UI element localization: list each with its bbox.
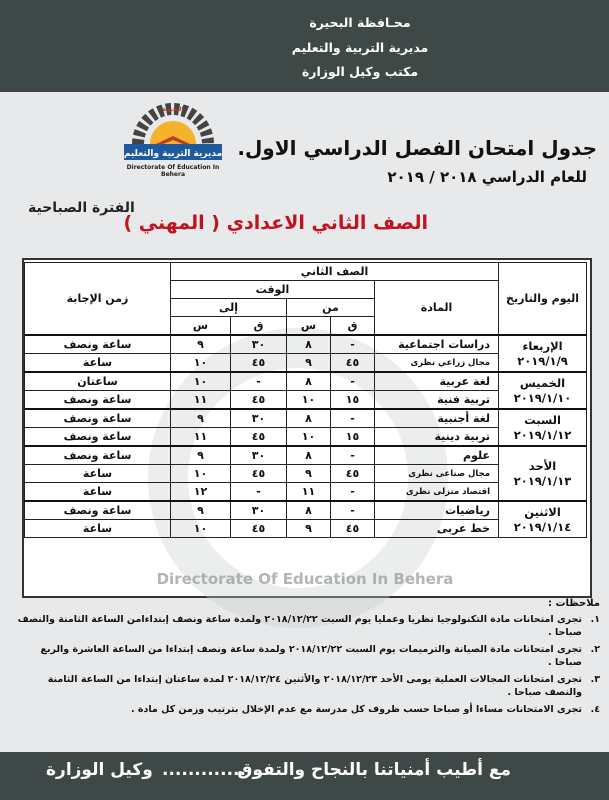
to-hour-cell: ٩	[171, 409, 231, 428]
to-minute-cell: ٣٠	[231, 501, 287, 520]
to-hour-cell: ١٢	[171, 483, 231, 502]
duration-cell: ساعتان	[25, 372, 171, 391]
table-row	[25, 446, 587, 465]
to-hour-cell: ٩	[171, 335, 231, 354]
from-minute-cell: -	[331, 372, 375, 391]
governorate-label: محـافظة البحيرة	[309, 15, 411, 30]
page-title: جدول امتحان الفصل الدراسي الاول.	[237, 136, 597, 160]
day-date: ٢٠١٩/١/١٤	[513, 519, 572, 534]
duration-cell: ساعة	[25, 354, 171, 373]
to-hour-cell: ٩	[171, 446, 231, 465]
from-hour-cell: ٩	[287, 465, 331, 483]
directorate-logo	[118, 100, 228, 162]
table-row	[25, 501, 587, 520]
to-hour-cell: ١٠	[171, 354, 231, 373]
note-number: ٢.	[590, 644, 600, 655]
subject-cell: مجال زراعي نظرى	[375, 354, 499, 373]
day-name: الإربعاء	[522, 338, 563, 353]
day-cell	[499, 501, 587, 538]
from-hour-cell: ١٠	[287, 391, 331, 410]
day-name: الخميس	[519, 375, 566, 390]
logo-arabic-text: مديرية التربية والتعليم	[123, 149, 223, 159]
subject-cell: علوم	[375, 446, 499, 465]
from-minute-cell: -	[331, 501, 375, 520]
logo-english-text: Directorate Of Education In Behera	[126, 164, 220, 178]
subject-cell: دراسات اجتماعية	[375, 335, 499, 354]
from-hour-cell: ١٠	[287, 428, 331, 447]
from-minute-cell: ١٥	[331, 428, 375, 447]
logo-top-label: البحيرة	[162, 106, 184, 113]
subject-cell: تربية فنية	[375, 391, 499, 410]
to-minute-cell: -	[231, 483, 287, 502]
to-hour-cell: ٩	[171, 501, 231, 520]
note-item	[12, 643, 600, 669]
footer-wish: مع أطيب أمنياتنا بالنجاح والتفوق	[237, 760, 511, 780]
to-minute-cell: ٤٥	[231, 391, 287, 410]
to-hour-cell: ١١	[171, 428, 231, 447]
day-date: ٢٠١٩/١/١٠	[513, 390, 572, 405]
subject-cell: لغة أجنبية	[375, 409, 499, 428]
header-duration: زمن الإجابة	[25, 263, 171, 336]
academic-year: للعام الدراسي ٢٠١٨ / ٢٠١٩	[387, 168, 587, 186]
from-hour-cell: ٨	[287, 409, 331, 428]
note-number: ٤.	[590, 704, 600, 715]
to-minute-cell: ٤٥	[231, 354, 287, 373]
to-hour-cell: ١٠	[171, 372, 231, 391]
from-minute-cell: -	[331, 335, 375, 354]
header-to-minute: ق	[231, 317, 287, 336]
header-time: الوقت	[171, 281, 375, 299]
to-hour-cell: ١١	[171, 391, 231, 410]
duration-cell: ساعة ونصف	[25, 428, 171, 447]
table-row	[25, 409, 587, 428]
duration-cell: ساعة	[25, 483, 171, 502]
duration-cell: ساعة ونصف	[25, 409, 171, 428]
note-number: ١.	[590, 614, 600, 625]
day-date: ٢٠١٩/١/٩	[517, 353, 568, 368]
from-hour-cell: ٨	[287, 446, 331, 465]
from-hour-cell: ٨	[287, 335, 331, 354]
session-period: الفترة الصباحية	[28, 200, 135, 216]
watermark-text: Directorate Of Education In Behera	[156, 570, 454, 588]
header-grade-span: الصف الثاني	[171, 263, 499, 281]
header-to-hour: س	[171, 317, 231, 336]
note-item	[12, 673, 600, 699]
note-text: تجرى امتحانات مادة التكنولوجيا نظريا وعمليا يوم السبت ٢٠١٨/١٢/٢٢ ولمدة ساعة ونصف إبتداءامن الساعة الثامنة والنصف صباحا .	[17, 614, 582, 638]
duration-cell: ساعة	[25, 520, 171, 538]
from-minute-cell: ٤٥	[331, 465, 375, 483]
footer-signature: وكيل الوزارة	[46, 760, 153, 780]
from-hour-cell: ١١	[287, 483, 331, 502]
directorate-label: مديرية التربية والتعليم	[291, 40, 429, 55]
note-text: تجرى امتحانات المجالات العملية يومى الأحد ٢٠١٨/١٢/٢٣ والأثنين ٢٠١٨/١٢/٢٤ لمدة ساعتان إبتداءا من الساعة الثامنة والنصف صباحا .	[47, 674, 582, 698]
header-from-hour: س	[287, 317, 331, 336]
subject-cell: رياضيات	[375, 501, 499, 520]
subject-cell: خط عربى	[375, 520, 499, 538]
duration-cell: ساعة ونصف	[25, 446, 171, 465]
subject-cell: مجال صناعى نظرى	[375, 465, 499, 483]
from-minute-cell: ٤٥	[331, 520, 375, 538]
from-minute-cell: -	[331, 483, 375, 502]
to-minute-cell: ٤٥	[231, 520, 287, 538]
header-day-date: اليوم والتاريخ	[499, 263, 587, 336]
note-text: تجرى امتحانات مادة الصيانة والترميمات يوم السبت ٢٠١٨/١٢/٢٢ ولمدة ساعة ونصف إبتداءا من الساعة العاشرة والربع صباحا .	[40, 644, 582, 668]
day-cell	[499, 335, 587, 372]
to-minute-cell: -	[231, 372, 287, 391]
to-minute-cell: ٤٥	[231, 428, 287, 447]
note-item	[12, 613, 600, 639]
header-subject: المادة	[375, 281, 499, 336]
from-hour-cell: ٨	[287, 501, 331, 520]
day-cell	[499, 409, 587, 446]
footer-dots: ...............	[162, 760, 259, 780]
to-hour-cell: ١٠	[171, 465, 231, 483]
office-label: مكتب وكيل الوزارة	[301, 64, 419, 79]
day-date: ٢٠١٩/١/١٣	[513, 473, 572, 488]
from-minute-cell: ١٥	[331, 391, 375, 410]
to-minute-cell: ٣٠	[231, 335, 287, 354]
from-minute-cell: -	[331, 409, 375, 428]
from-minute-cell: ٤٥	[331, 354, 375, 373]
header-to: إلى	[171, 299, 287, 317]
table-row	[25, 372, 587, 391]
header-from-minute: ق	[331, 317, 375, 336]
subject-cell: اقتصاد منزلى نظرى	[375, 483, 499, 502]
note-item	[12, 703, 600, 716]
day-date: ٢٠١٩/١/١٢	[513, 427, 572, 442]
duration-cell: ساعة ونصف	[25, 335, 171, 354]
note-text: تجرى الامتحانات مساءا أو صباحا حسب ظروف كل مدرسة مع عدم الإخلال بترتيب وزمن كل مادة .	[130, 704, 582, 715]
to-hour-cell: ١٠	[171, 520, 231, 538]
from-minute-cell: -	[331, 446, 375, 465]
duration-cell: ساعة ونصف	[25, 391, 171, 410]
grade-title: الصف الثاني الاعدادي ( المهني )	[123, 212, 428, 234]
notes-heading: ملاحظات :	[547, 598, 600, 609]
duration-cell: ساعة ونصف	[25, 501, 171, 520]
from-hour-cell: ٩	[287, 354, 331, 373]
table-row	[25, 335, 587, 354]
from-hour-cell: ٨	[287, 372, 331, 391]
header-from: من	[287, 299, 375, 317]
subject-cell: لغة عربية	[375, 372, 499, 391]
day-cell	[499, 446, 587, 501]
day-name: الأحد	[528, 458, 557, 473]
day-cell	[499, 372, 587, 409]
notes-section	[12, 598, 600, 716]
from-hour-cell: ٩	[287, 520, 331, 538]
to-minute-cell: ٣٠	[231, 446, 287, 465]
day-name: الاثنين	[524, 504, 561, 519]
subject-cell: تربية دينية	[375, 428, 499, 447]
duration-cell: ساعة	[25, 465, 171, 483]
to-minute-cell: ٣٠	[231, 409, 287, 428]
exam-schedule-table	[24, 262, 587, 538]
to-minute-cell: ٤٥	[231, 465, 287, 483]
note-number: ٣.	[590, 674, 600, 685]
day-name: السبت	[524, 412, 561, 427]
